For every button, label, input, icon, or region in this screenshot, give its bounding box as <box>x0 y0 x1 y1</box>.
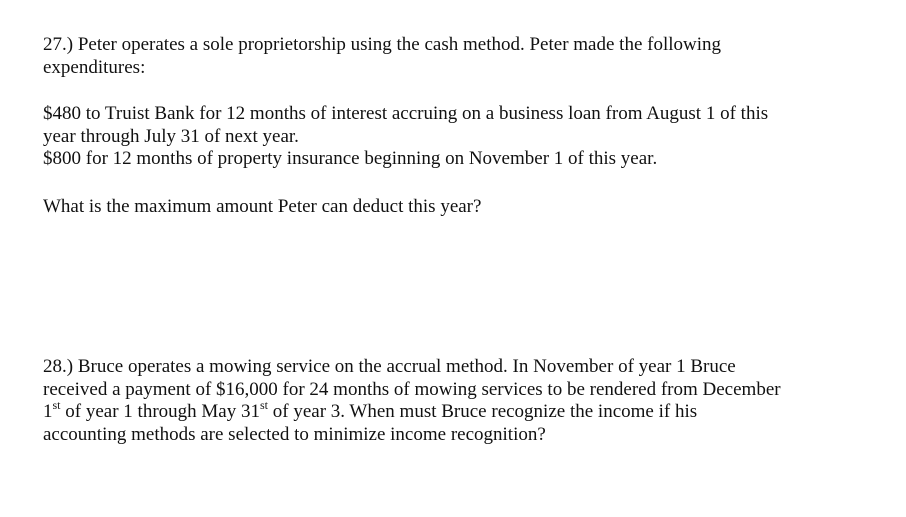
question-27-intro-line-2: expenditures: <box>43 56 146 78</box>
question-27-intro-line-1: 27.) Peter operates a sole proprietorship using the cash method. Peter made the following <box>43 34 722 55</box>
expenditure-insurance-line: $800 for 12 months of property insurance beginning on November 1 of this year. <box>43 148 658 169</box>
question-28-line-1: 28.) Bruce operates a mowing service on the accrual method. In November of year 1 Bruce <box>43 356 736 377</box>
question-28 <box>43 356 781 446</box>
question-28-line-2: received a payment of $16,000 for 24 months of mowing services to be rendered from December <box>43 378 781 400</box>
question-28-line-3 <box>43 397 781 424</box>
question-27-expenditure-interest <box>43 103 768 148</box>
question-28-line-4: accounting methods are selected to minimize income recognition? <box>43 423 546 445</box>
question-27-expenditure-insurance <box>43 148 657 171</box>
ordinal-suffix: st <box>259 397 268 412</box>
question-27-prompt <box>43 196 481 219</box>
question-28-line-3-part-b: of year 1 through May 31 <box>60 401 260 422</box>
question-27-intro <box>43 34 721 79</box>
expenditure-interest-line-1: $480 to Truist Bank for 12 months of interest accruing on a business loan from August 1 of this <box>43 103 769 124</box>
expenditure-interest-line-2: year through July 31 of next year. <box>43 125 299 147</box>
question-28-line-3-part-a: 1 <box>43 401 53 422</box>
question-28-line-3-part-c: of year 3. When must Bruce recognize the income if his <box>268 401 698 422</box>
ordinal-suffix: st <box>52 397 61 412</box>
question-27-prompt-line: What is the maximum amount Peter can deduct this year? <box>43 196 482 217</box>
